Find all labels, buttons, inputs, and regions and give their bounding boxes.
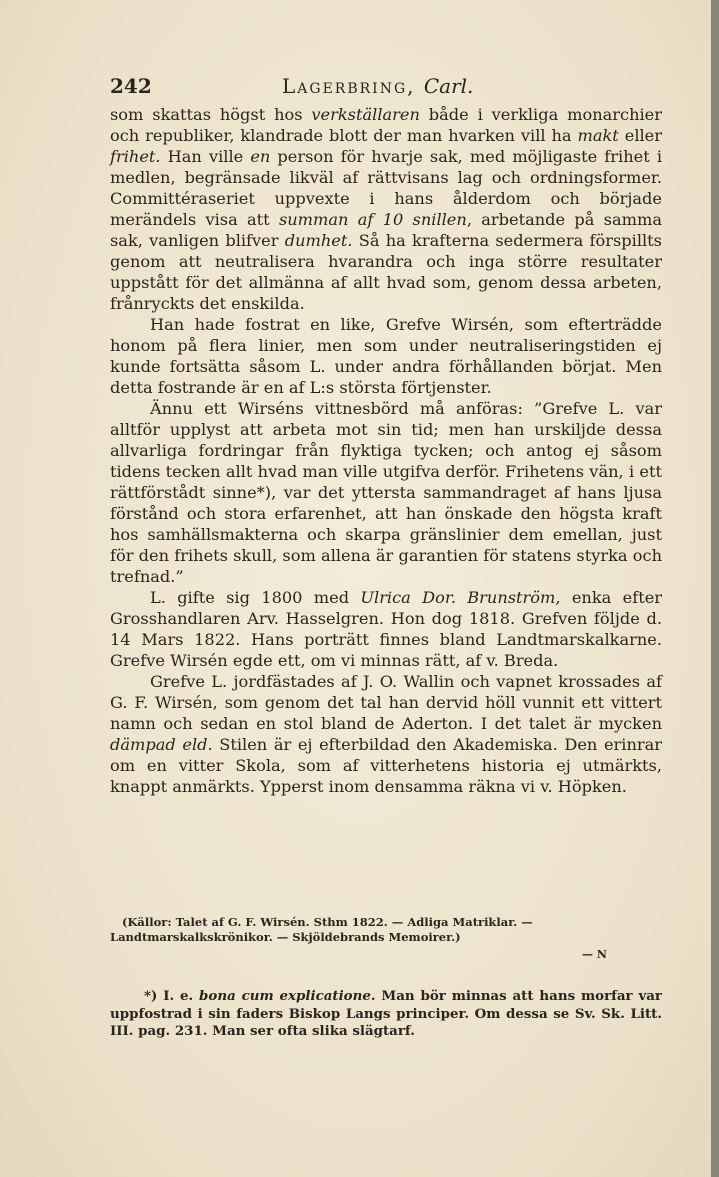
- text-run: , enka efter Grosshandlaren Arv. Hasselgren. Hon dog 1818. Grefven följde d. 14 Mars 1822. Hans porträtt finnes bland Landtmarskalkarne. Grefve Wirsén egde ett, om vi minnas rätt, af v. Breda.: [110, 588, 663, 670]
- running-title-given-name: Carl.: [423, 74, 474, 98]
- footnote: [110, 988, 662, 1041]
- text-run: eller: [618, 126, 662, 145]
- paragraph: [110, 587, 662, 671]
- text-run: både i verkliga monarchier och republiker, klandrade blott der man hvarken vill ha: [110, 105, 662, 145]
- page-header: [110, 74, 662, 98]
- italic-text: dämpad eld.: [110, 735, 213, 754]
- italic-text: verkställaren: [311, 105, 420, 124]
- paragraph: [110, 104, 662, 314]
- text-run: Stilen är ej efterbildad den Akademiska. Den erinrar om en vitter Skola, som af vitterhetens historia ej utmärkts, knappt anmärkts. Ypperst inom densamma räkna vi v. Höpken.: [110, 735, 662, 796]
- text-run: person för hvarje sak, med möjligaste frihet i medlen, begränsade likväl af rättvisans lag och ordningsformer. Committéraseriet uppvexte i hans ålderdom och började merändels visa att: [110, 147, 662, 229]
- text-run: L. gifte sig 1800 med: [150, 588, 361, 607]
- page-number: 242: [110, 74, 152, 98]
- italic-text: frihet.: [110, 147, 161, 166]
- text-run: Man bör minnas att hans morfar var uppfostrad i sin faders Biskop Langs principer. Om dessa se Sv. Sk. Litt. III. pag. 231. Man ser ofta slika slägtarf.: [110, 988, 662, 1039]
- sources-note: (Källor: Talet af G. F. Wirsén. Sthm 1822. — Adliga Matriklar. — Landtmarskalkskrönikor. — Skjöldebrands Memoirer.): [110, 915, 533, 944]
- text-run: som skattas högst hos: [110, 105, 312, 124]
- text-run: , arbetande på samma sak, vanligen blifver: [110, 210, 662, 250]
- paragraph: [110, 671, 662, 797]
- italic-text: dumhet.: [284, 231, 353, 250]
- text-run: Grefve L. jordfästades af J. O. Wallin och vapnet krossades af G. F. Wirsén, som genom det tal han dervid höll vunnit ett vittert namn och sedan en stol bland de Aderton. I det talet är mycken: [110, 672, 662, 733]
- text-run: Han hade fostrat en like, Grefve Wirsén, som efterträdde honom på flera linier, men som under neutraliseringstiden ej kunde fortsätta såsom L. under andra förhållanden börjat. Men detta fostrande är en af L:s största förtjenster.: [110, 315, 662, 397]
- italic-text: makt: [577, 126, 619, 145]
- italic-text: bona cum explicatione.: [199, 988, 376, 1004]
- italic-text: Ulrica Dor. Brunström: [360, 588, 556, 607]
- paragraph: [110, 314, 662, 398]
- author-signature: — N: [582, 948, 607, 961]
- text-run: Han ville: [160, 147, 251, 166]
- italic-text: en: [250, 147, 271, 166]
- text-run: Ännu ett Wirséns vittnesbörd må anföras: ”Grefve L. var alltför upplyst att arbeta mot sin tid; men han urskiljde dessa allvarliga fordringar från flyktiga tycken; och antog ej såsom tidens tecken allt hvad man ville utgifva derför. Frihetens vän, i ett rättförstådt sinne*), var det yttersta sammandraget af hans ljusa förstånd och stora erfarenhet, att han önskade den högsta kraft hos samhällsmakterna och skarpa gränslinier dem emellan, just för den frihets skull, som allena är garantien för statens styrka och trefnad.”: [110, 399, 662, 586]
- running-title: [282, 74, 473, 98]
- body-text: [110, 104, 662, 797]
- paragraph: [110, 398, 662, 587]
- italic-text: summan af 10 snillen: [278, 210, 467, 229]
- running-title-name: Lagerbring,: [282, 74, 416, 98]
- text-run: Så ha krafterna sedermera förspillts genom att neutralisera hvarandra och inga större resultater uppstått för det allmänna af allt hvad som, genom dessa arbeten, frånryckts det enskilda.: [110, 231, 662, 313]
- text-run: *) I. e.: [144, 988, 200, 1004]
- page-edge-shadow: [711, 0, 719, 1177]
